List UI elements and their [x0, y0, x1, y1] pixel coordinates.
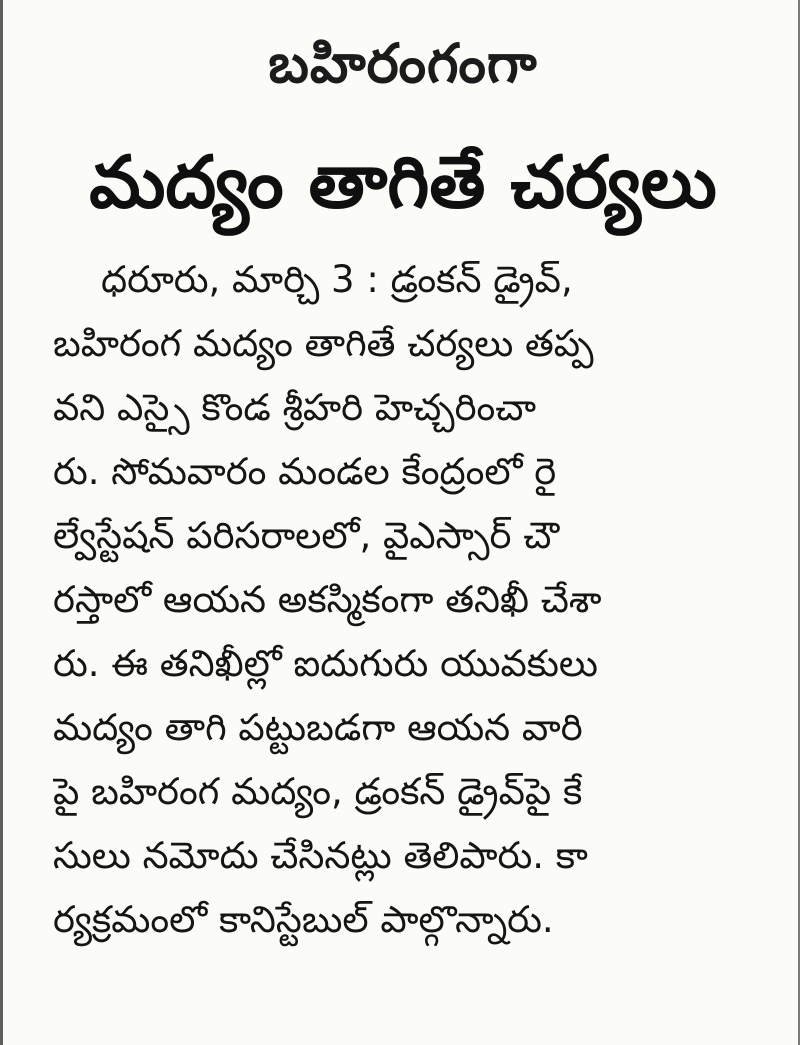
article-headline: మద్యం తాగితే చర్యలు [89, 140, 717, 224]
article-body [53, 248, 743, 952]
article-line: ర్యక్రమంలో కానిస్టేబుల్ పాల్గొన్నారు. [53, 898, 554, 941]
article-line: వని ఎస్సై కొండ శ్రీహరి హెచ్చరించా [53, 386, 537, 429]
article-line: రస్తాలో ఆయన అకస్మికంగా తనిఖీ చేశా [53, 578, 602, 621]
article-line: రు. ఈ తనిఖీల్లో ఐదుగురు యువకులు [53, 642, 598, 685]
article-kicker: బహిరంగంగా [268, 32, 538, 95]
article-line: బహిరంగ మద్యం తాగితే చర్యలు తప్ప [53, 322, 594, 365]
article-line: ల్వేస్టేషన్ పరిసరాలలో, వైఎస్సార్ చౌ [53, 514, 560, 557]
article-line: మద్యం తాగి పట్టుబడగా ఆయన వారి [53, 706, 583, 749]
article-line: సులు నమోదు చేసినట్లు తెలిపారు. కా [53, 834, 588, 877]
article-line: ధరూరు, మార్చి 3 : డ్రంకన్ డ్రైవ్, [101, 258, 573, 301]
article-line: పై బహిరంగ మద్యం, డ్రంకన్ డ్రైవ్‌పై కే [53, 770, 583, 813]
article-line: రు. సోమవారం మండల కేంద్రంలో రై [53, 450, 557, 493]
